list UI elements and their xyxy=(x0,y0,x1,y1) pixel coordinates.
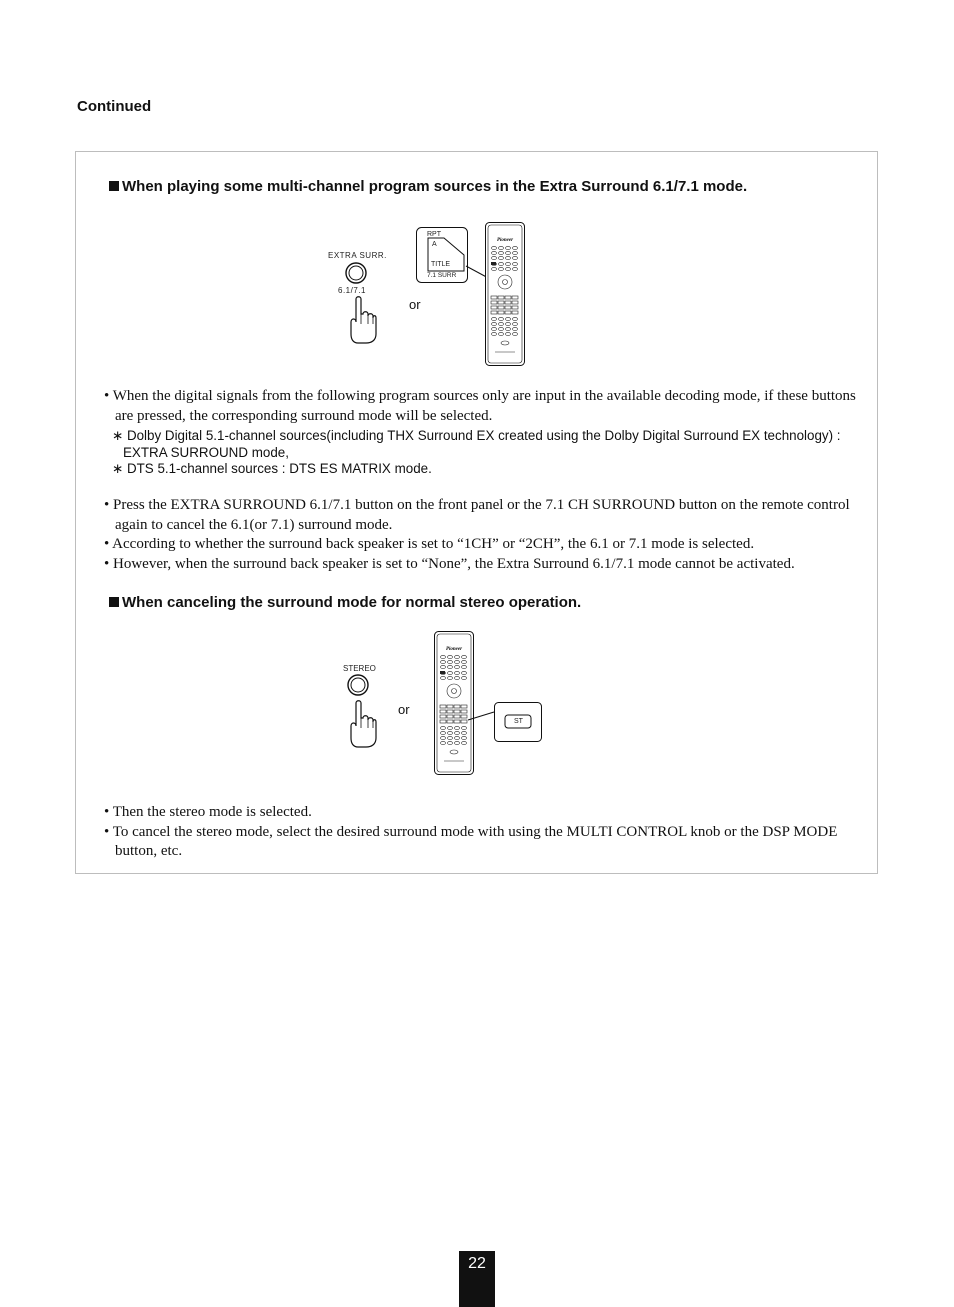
pressing-hand-icon xyxy=(348,700,380,750)
stereo-button-icon xyxy=(342,672,382,702)
section2-heading xyxy=(109,594,581,611)
extra-surr-label: EXTRA SURR. xyxy=(328,251,387,260)
callout-a-label: A xyxy=(432,241,437,248)
bullet-surround-back-none: • However, when the surround back speaker is set to “None”, the Extra Surround 6.1/7.1 mode cannot be activated. xyxy=(104,555,795,572)
section1-heading xyxy=(109,178,747,195)
note-dolby: ∗ Dolby Digital 5.1-channel sources(including THX Surround EX created using the Dolby Digital Surround EX technology) : EXTRA SURROUND mode, xyxy=(112,428,841,460)
square-bullet-icon xyxy=(109,181,119,191)
or-text-2: or xyxy=(398,702,410,717)
continued-label: Continued xyxy=(77,98,152,115)
callout-stereo xyxy=(468,700,544,744)
svg-text:Pioneer: Pioneer xyxy=(496,238,514,243)
section1-paragraph xyxy=(104,387,856,426)
remote-control-icon xyxy=(485,222,525,366)
section1-paragraph-text: • When the digital signals from the following program sources only are input in the available decoding mode, if these buttons are pressed, the corresponding surround mode will be selected. xyxy=(104,388,856,424)
extra-surr-sublabel: 6.1/7.1 xyxy=(338,286,366,295)
svg-text:Pioneer: Pioneer xyxy=(445,647,463,652)
section2-bullets xyxy=(104,803,856,862)
callout-surr-label: 7.1 SURR xyxy=(427,272,457,279)
stereo-label: STEREO xyxy=(343,664,376,673)
callout-rpt-label: RPT xyxy=(427,231,441,238)
page-number: 22 xyxy=(459,1251,495,1307)
callout-st-label: ST xyxy=(514,718,523,725)
callout-title-label: TITLE xyxy=(431,261,451,268)
section1-bullets xyxy=(104,496,856,574)
pressing-hand-icon xyxy=(348,296,380,346)
section2-heading-text: When canceling the surround mode for normal stereo operation. xyxy=(122,594,582,611)
note-dts: ∗ DTS 5.1-channel sources : DTS ES MATRIX mode. xyxy=(112,461,432,476)
bullet-cancel-stereo: • To cancel the stereo mode, select the desired surround mode with using the MULTI CONTROL knob or the DSP MODE button, etc. xyxy=(104,823,838,859)
or-text-1: or xyxy=(409,297,421,312)
section1-notes xyxy=(112,428,852,478)
bullet-press-extra-surround: • Press the EXTRA SURROUND 6.1/7.1 button on the front panel or the 7.1 CH SURROUND button on the remote control again to cancel the 6.1(or 7.1) surround mode. xyxy=(104,497,850,533)
square-bullet-icon xyxy=(109,597,119,607)
section1-heading-text: When playing some multi-channel program sources in the Extra Surround 6.1/7.1 mode. xyxy=(122,178,748,195)
bullet-surround-back-setting: • According to whether the surround back speaker is set to “1CH” or “2CH”, the 6.1 or 7.1 mode is selected. xyxy=(104,536,755,552)
bullet-stereo-selected: • Then the stereo mode is selected. xyxy=(104,804,312,820)
